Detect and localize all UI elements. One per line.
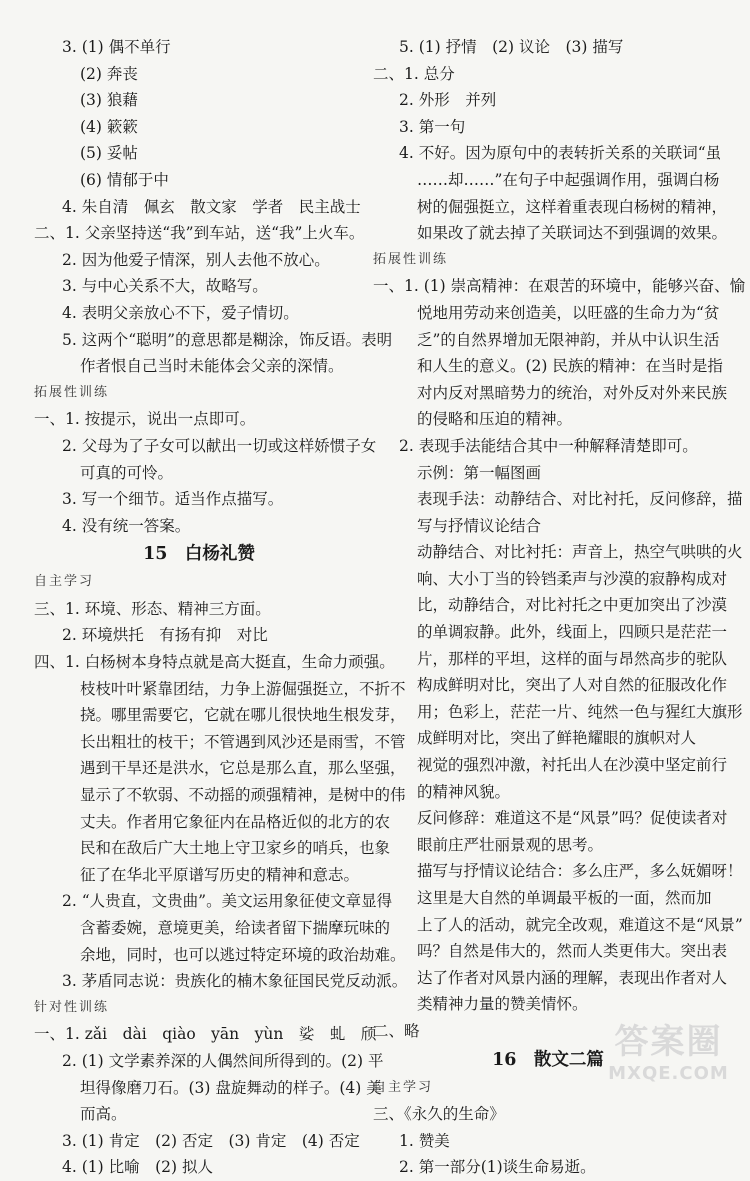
answer-line: 坦得像磨刀石。(3) 盘旋舞动的样子。(4) 美 [80, 1078, 382, 1097]
answer-line: 2. 外形 并列 [399, 91, 497, 110]
answer-line: 片，那样的平坦，这样的面与昂然高步的驼队 [417, 649, 728, 668]
chapter-title: 16 散文二篇 [492, 1049, 604, 1070]
answer-line: 4. 朱自清 佩玄 散文家 学者 民主战士 [62, 197, 361, 216]
answer-line: 成鲜明对比，突出了鲜艳耀眼的旗帜对人 [417, 729, 697, 748]
answer-line: 乏”的自然界增加无限神韵，并从中认识生活 [417, 330, 720, 349]
answer-line: 2. 因为他爱子情深，别人去他不放心。 [62, 250, 330, 269]
answer-line: 一、1. zǎi dài qiào yān yùn 娑 虬 颀 [34, 1025, 377, 1044]
answer-line: 2. “人贵直，文贵曲”。美文运用象征使文章显得 [62, 892, 393, 911]
answer-line: 三、《永久的生命》 [373, 1105, 505, 1124]
section-label: 自主学习 [373, 1079, 434, 1095]
answer-line: 3. 写一个细节。适当作点描写。 [62, 490, 284, 509]
answer-line: 这里是大自然的单调最平板的一面，然而加 [417, 889, 712, 907]
answer-line: 3. 第一句 [399, 117, 466, 136]
answer-line: 2. 表现手法能结合其中一种解释清楚即可。 [399, 436, 698, 455]
answer-line: 二、略 [373, 1021, 420, 1040]
answer-line: 4. 没有统一答案。 [62, 516, 191, 535]
answer-line: 对内反对黑暗势力的统治，对外反对外来民族 [417, 383, 728, 402]
answer-line: 作者恨自己当时未能体会父亲的深情。 [80, 357, 344, 376]
answer-line: 类精神力量的赞美情怀。 [417, 995, 588, 1014]
answer-line: (6) 情郁于中 [80, 170, 169, 189]
chapter-title: 15 白杨礼赞 [143, 544, 255, 565]
answer-line: 用；色彩上，茫茫一片、纯然一色与猩红大旗形 [417, 702, 743, 721]
answer-line: 写与抒情议论结合 [417, 516, 542, 535]
answer-line: 征了在华北平原谱写历史的精神和意志。 [80, 865, 360, 884]
answer-line: 含蓄委婉，意境更美，给读者留下揣摩玩味的 [80, 919, 391, 937]
answer-line: 4. 表明父亲放心不下，爱子情切。 [62, 303, 299, 322]
answer-line: 二、1. 总分 [373, 64, 455, 83]
answer-line: ……却……”在句子中起强调作用，强调白杨 [417, 170, 720, 189]
answer-line: 一、1. 按提示，说出一点即可。 [34, 410, 256, 429]
watermark-url-text: MXQE.COM [608, 1063, 729, 1084]
answer-line: 达了作者对风景内涵的理解，表现出作者对人 [417, 968, 728, 987]
answer-line: (2) 奔丧 [80, 64, 138, 83]
answer-line: 3. 茅盾同志说：贵族化的楠木象征国民党反动派。 [62, 972, 408, 991]
answer-line: 的单调寂静。此外，线面上，四顾只是茫茫一 [417, 623, 728, 642]
answer-line: 长出粗壮的枝干；不管遇到风沙还是雨雪，不管 [80, 732, 406, 751]
answer-line: 2. 环境烘托 有扬有抑 对比 [62, 626, 268, 645]
answer-line: (5) 妥帖 [80, 144, 138, 163]
answer-line: 构成鲜明对比，突出了人对自然的征服改化作 [417, 676, 728, 695]
answer-line: 4. (1) 比喻 (2) 拟人 [62, 1158, 213, 1177]
answer-line: 四、1. 白杨树本身特点就是高大挺直，生命力顽强。 [34, 653, 395, 672]
answer-line: 和人生的意义。(2) 民族的精神：在当时是指 [417, 357, 723, 376]
watermark-top-text: 答案圈 [614, 1022, 723, 1062]
section-label: 针对性训练 [34, 999, 110, 1015]
answer-line: 响、大小丁当的铃铛柔声与沙漠的寂静构成对 [417, 569, 728, 588]
answer-line: 丈夫。作者用它象征内在品格近似的北方的农 [80, 812, 391, 831]
answer-line: 悦地用劳动来创造美，以旺盛的生命力为“贫 [417, 303, 720, 322]
answer-line: 枝枝叶叶紧靠团结，力争上游倔强挺立，不折不 [80, 679, 406, 698]
answer-line: 视觉的强烈冲激，衬托出人在沙漠中坚定前行 [417, 756, 728, 775]
answer-line: 眼前庄严壮丽景观的思考。 [417, 835, 604, 854]
answer-line: (4) 簌簌 [80, 117, 138, 136]
answer-line: 树的倔强挺立，这样着重表现白杨树的精神， [417, 197, 728, 216]
answer-line: 示例：第一幅图画 [417, 463, 542, 482]
section-label: 自主学习 [34, 574, 95, 590]
answer-line: 余地，同时，也可以逃过特定环境的政治劫难。 [80, 945, 406, 964]
answer-line: 民和在敌后广大土地上守卫家乡的哨兵，也象 [80, 839, 391, 858]
answer-line: 反问修辞：难道这不是“风景”吗？促使读者对 [417, 809, 728, 828]
answer-line: 2. 第一部分(1)谈生命易逝。 [399, 1158, 596, 1177]
answer-line: 4. 不好。因为原句中的表转折关系的关联词“虽 [399, 144, 722, 163]
answer-line: 而高。 [80, 1105, 127, 1124]
answer-line: 3. 与中心关系不大，故略写。 [62, 277, 268, 296]
answer-line: 的侵略和压迫的精神。 [417, 410, 573, 429]
answer-line: 如果改了就去掉了关联词达不到强调的效果。 [417, 224, 728, 243]
answer-line: 2. (1) 文学素养深的人偶然间所得到的。(2) 平 [62, 1051, 384, 1070]
watermark-logo [601, 1005, 736, 1093]
answer-line: 上了人的活动，就完全改观，难道这不是“风景” [417, 915, 743, 934]
answer-line: 显示了不软弱、不动摇的顽强精神，是树中的伟 [80, 786, 406, 805]
answer-line: 5. 这两个“聪明”的意思都是糊涂，饰反语。表明 [62, 330, 393, 349]
answer-line: 二、1. 父亲坚持送“我”到车站，送“我”上火车。 [34, 224, 365, 243]
answer-line: 的精神风貌。 [417, 782, 511, 801]
answer-line: 比，动静结合，对比衬托之中更加突出了沙漠 [417, 596, 728, 615]
answer-line: 3. (1) 肯定 (2) 否定 (3) 肯定 (4) 否定 [62, 1131, 360, 1150]
answer-line: 三、1. 环境、形态、精神三方面。 [34, 599, 271, 618]
answer-line: (3) 狼藉 [80, 91, 138, 110]
answer-line: 描写与抒情议论结合：多么庄严，多么妩媚呀！ [417, 862, 743, 881]
answer-line: 动静结合、对比衬托：声音上，热空气哄哄的火 [417, 543, 743, 562]
answer-line: 可真的可怜。 [80, 463, 174, 482]
answer-line: 1. 赞美 [399, 1131, 450, 1150]
section-label: 拓展性训练 [373, 251, 449, 267]
answer-line: 挠。哪里需要它，它就在哪儿很快地生根发芽， [80, 706, 406, 725]
answer-line: 2. 父母为了子女可以献出一切或这样娇惯子女 [62, 436, 377, 455]
answer-line: 吗？自然是伟大的，然而人类更伟大。突出表 [417, 942, 728, 961]
answer-line: 遇到干旱还是洪水，它总是那么直，那么坚强， [80, 759, 406, 778]
section-label: 拓展性训练 [34, 384, 110, 400]
answer-line: 5. (1) 抒情 (2) 议论 (3) 描写 [399, 38, 624, 56]
answer-line: 一、1. (1) 崇高精神：在艰苦的环境中，能够兴奋、愉 [373, 277, 746, 296]
answer-line: 表现手法：动静结合、对比衬托，反问修辞，描 [417, 490, 743, 509]
answer-line: 3. (1) 偶不单行 [62, 38, 171, 56]
